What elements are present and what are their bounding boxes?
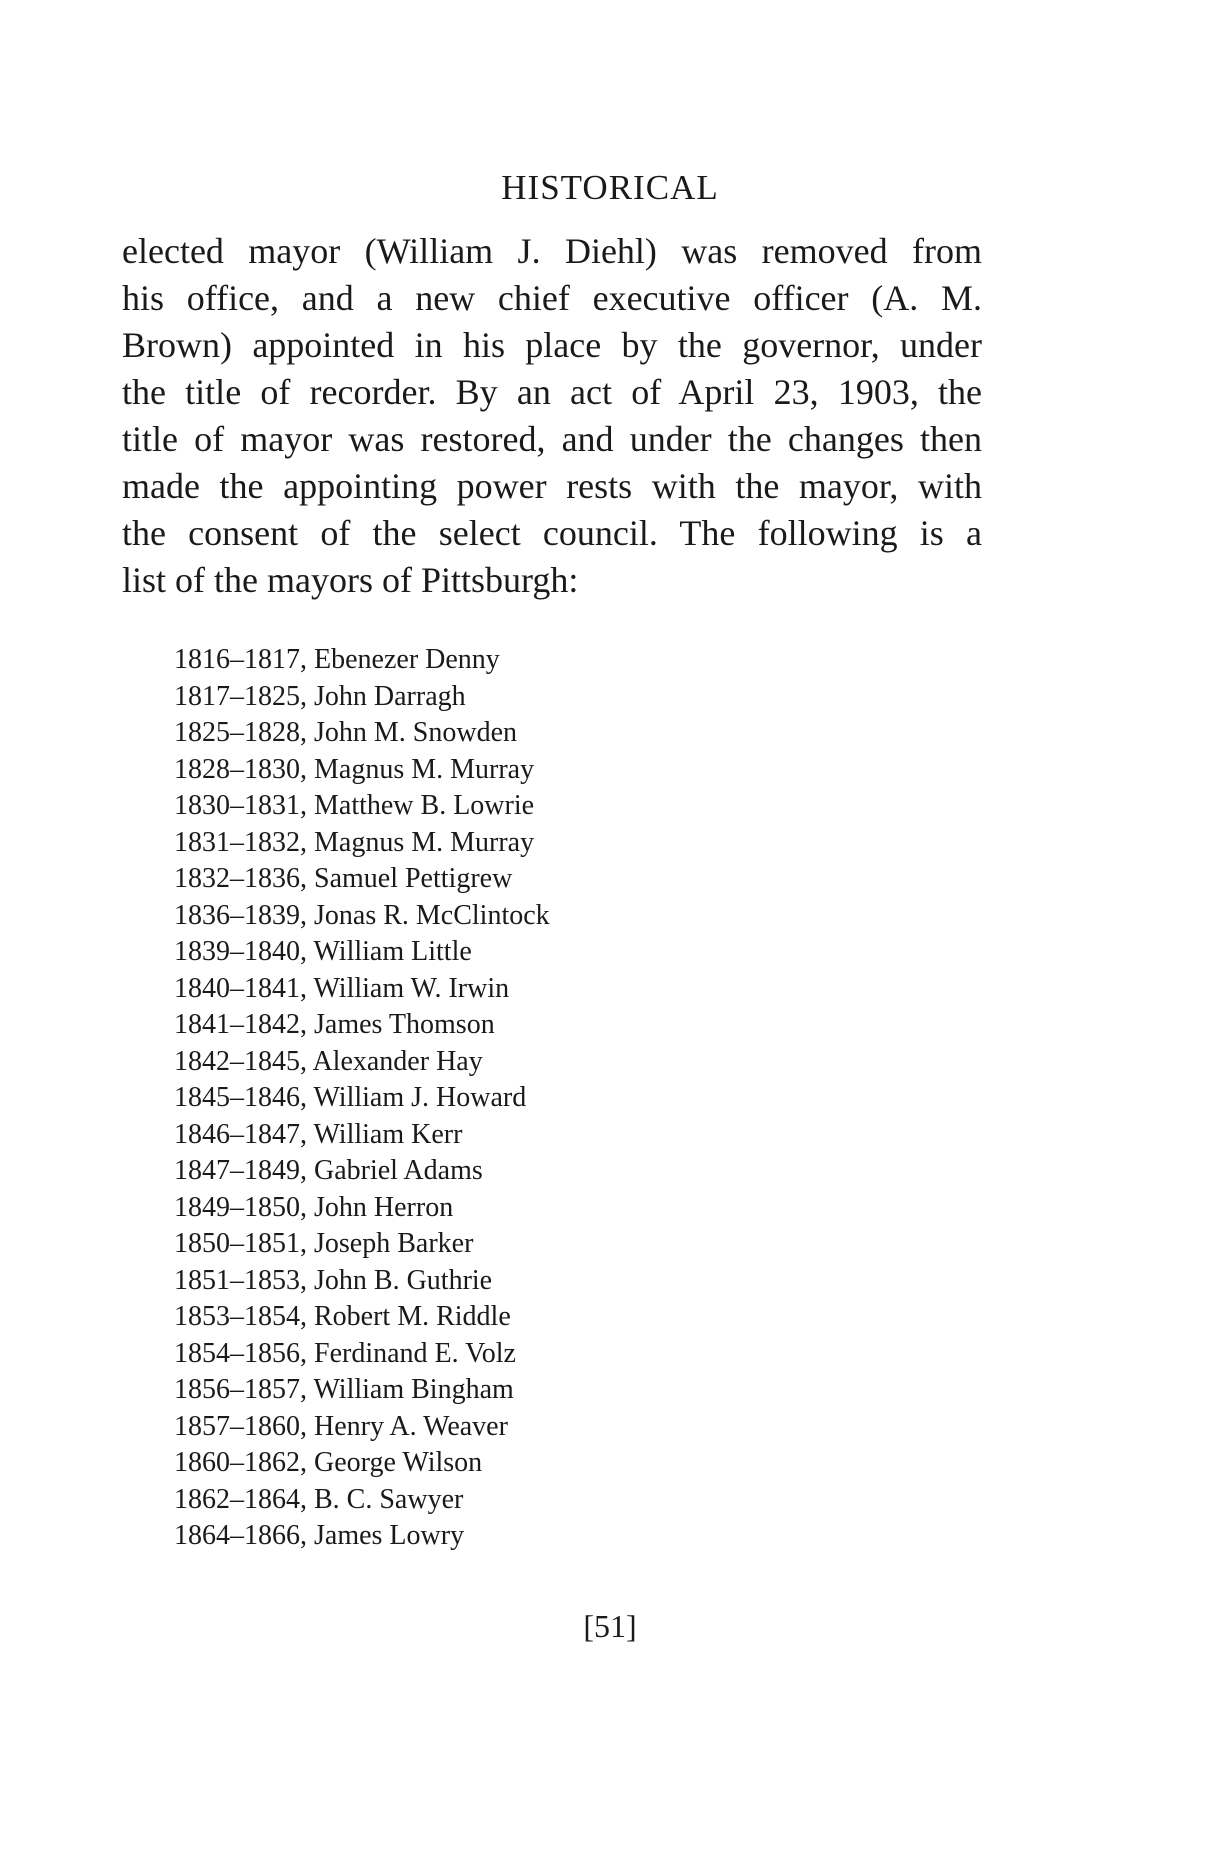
mayor-list-item: 1840–1841, William W. Irwin <box>174 972 510 1004</box>
page-header: HISTORICAL <box>501 168 719 207</box>
mayor-list-item: 1828–1830, Magnus M. Murray <box>174 753 535 785</box>
mayor-list-item: 1817–1825, John Darragh <box>174 680 466 712</box>
mayor-list-item: 1862–1864, B. C. Sawyer <box>174 1483 464 1515</box>
mayor-list-item: 1853–1854, Robert M. Riddle <box>174 1301 511 1332</box>
mayor-list-item: 1832–1836, Samuel Pettigrew <box>174 863 513 894</box>
mayor-list <box>174 642 550 1555</box>
mayor-list-item: 1860–1862, George Wilson <box>174 1447 483 1478</box>
body-line: the consent of the select council. The following is a <box>122 513 982 553</box>
mayor-list-item: 1831–1832, Magnus M. Murray <box>174 826 535 858</box>
mayor-list-item: 1841–1842, James Thomson <box>174 1009 495 1040</box>
mayor-list-item: 1854–1856, Ferdinand E. Volz <box>174 1337 516 1369</box>
mayor-list-item: 1845–1846, William J. Howard <box>174 1082 527 1113</box>
page-number: [51] <box>583 1608 637 1644</box>
body-line: Brown) appointed in his place by the governor, under <box>122 325 982 365</box>
mayor-list-item: 1850–1851, Joseph Barker <box>174 1228 474 1259</box>
mayor-list-item: 1851–1853, John B. Guthrie <box>174 1264 493 1296</box>
mayor-list-item: 1864–1866, James Lowry <box>174 1520 465 1551</box>
mayor-list-item: 1830–1831, Matthew B. Lowrie <box>174 790 535 821</box>
mayor-list-item: 1856–1857, William Bingham <box>174 1374 514 1405</box>
mayor-list-item: 1842–1845, Alexander Hay <box>174 1045 483 1077</box>
body-line: his office, and a new chief executive officer (A. M. <box>122 278 982 318</box>
mayor-list-item: 1847–1849, Gabriel Adams <box>174 1155 483 1186</box>
mayor-list-item: 1857–1860, Henry A. Weaver <box>174 1410 508 1442</box>
mayor-list-item: 1836–1839, Jonas R. McClintock <box>174 899 550 931</box>
mayor-list-item: 1816–1817, Ebenezer Denny <box>174 644 500 675</box>
mayor-list-item: 1849–1850, John Herron <box>174 1191 454 1223</box>
body-line: title of mayor was restored, and under the changes then <box>122 419 982 459</box>
body-paragraph <box>122 228 982 604</box>
body-line: the title of recorder. By an act of April 23, 1903, the <box>122 372 982 412</box>
mayor-list-item: 1846–1847, William Kerr <box>174 1118 463 1150</box>
mayor-list-item: 1839–1840, William Little <box>174 936 472 967</box>
body-line: elected mayor (William J. Diehl) was removed from <box>122 231 982 271</box>
body-line: made the appointing power rests with the mayor, with <box>122 466 982 506</box>
mayor-list-item: 1825–1828, John M. Snowden <box>174 717 518 748</box>
body-line: list of the mayors of Pittsburgh: <box>122 560 579 600</box>
